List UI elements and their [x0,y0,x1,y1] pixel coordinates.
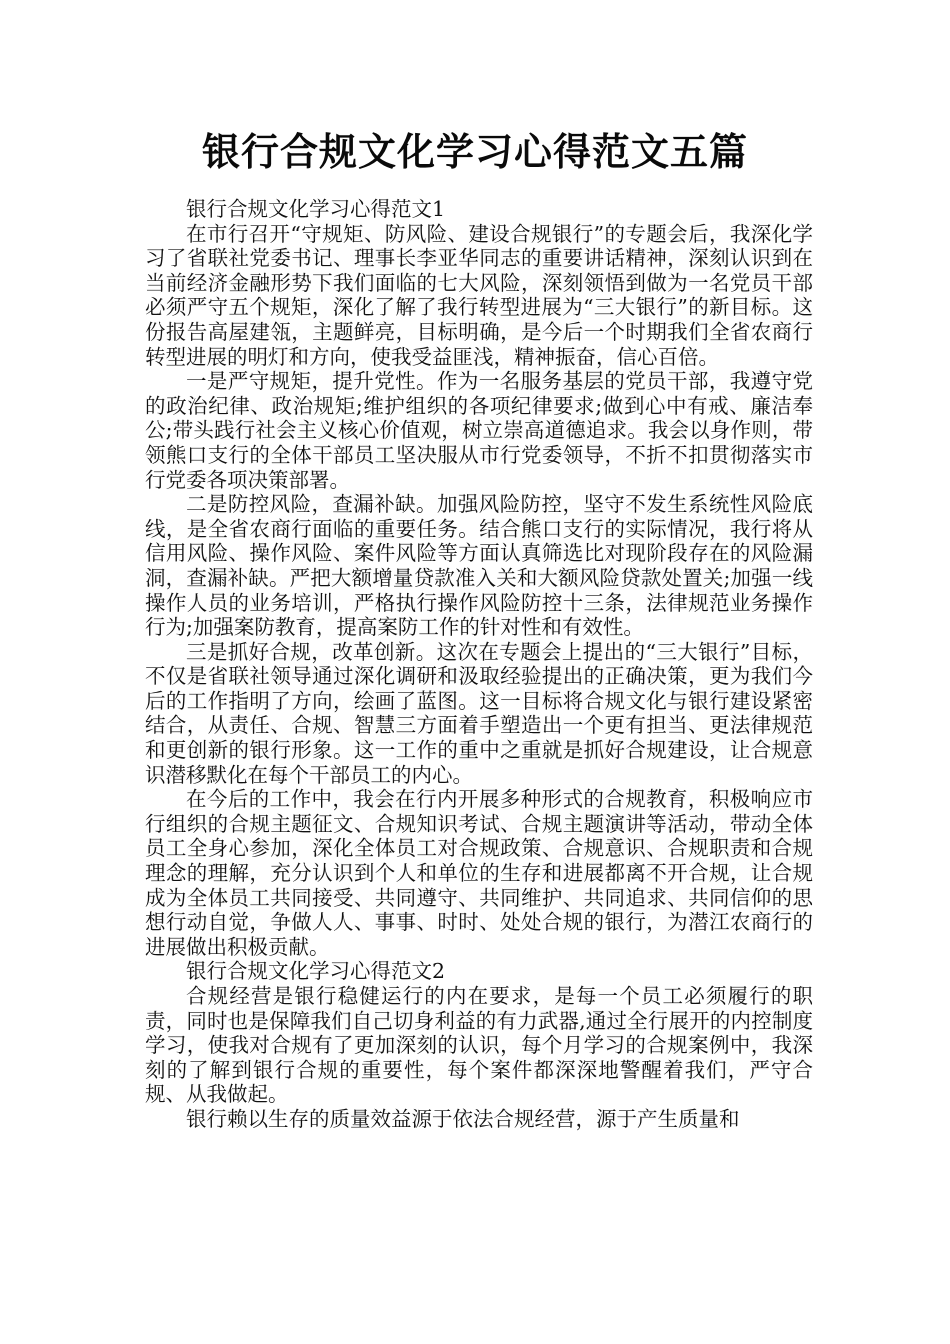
section-heading-2: 银行合规文化学习心得范文2 [186,959,446,984]
paragraph: 三是抓好合规，改革创新。这次在专题会上提出的“三大银行”目标，不仅是省联社领导通过深化调研和汲取经验提出的正确决策，更为我们今后的工作指明了方向，绘画了蓝图。这一目标将合规文化与银行建设紧密结合，从责任、合规、智慧三方面着手塑造出一个更有担当、更法律规范和更创新的银行形象。这一工作的重中之重就是抓好合规建设，让合规意识潜移默化在每个干部员工的内心。 [145,639,813,787]
paragraph: 在今后的工作中，我会在行内开展多种形式的合规教育，积极响应市行组织的合规主题征文、合规知识考试、合规主题演讲等活动，带动全体员工全身心参加，深化全体员工对合规政策、合规意识、合规职责和合规理念的理解，充分认识到个人和单位的生存和进展都离不开合规，让合规成为全体员工共同接受、共同遵守、共同维护、共同追求、共同信仰的思想行动自觉，争做人人、事事、时时、处处合规的银行，为潜江农商行的进展做出积极贡献。 [145,787,813,959]
section-heading-1: 银行合规文化学习心得范文1 [186,197,446,221]
paragraph: 在市行召开“守规矩、防风险、建设合规银行”的专题会后，我深化学习了省联社党委书记、理事长李亚华同志的重要讲话精神，深刻认识到在当前经济金融形势下我们面临的七大风险，深刻领悟到做为一名党员干部必须严守五个规矩，深化了解了我行转型进展为“三大银行”的新目标。这份报告高屋建瓴，主题鲜亮，目标明确，是今后一个时期我们全省农商行转型进展的明灯和方向，使我受益匪浅，精神振奋，信心百倍。 [145,221,813,369]
document-body [145,197,813,1132]
paragraph: 合规经营是银行稳健运行的内在要求，是每一个员工必须履行的职责，同时也是保障我们自己切身利益的有力武器,通过全行展开的内控制度学习，使我对合规有了更加深刻的认识，每个月学习的合规案例中，我深刻的了解到银行合规的重要性，每个案件都深深地警醒着我们，严守合规、从我做起。 [145,984,813,1107]
document-title: 银行合规文化学习心得范文五篇 [201,130,748,174]
paragraph: 一是严守规矩，提升党性。作为一名服务基层的党员干部，我遵守党的政治纪律、政治规矩;维护组织的各项纪律要求;做到心中有戒、廉洁奉公;带头践行社会主义核心价值观，树立崇高道德追求。我会以身作则，带领熊口支行的全体干部员工坚决服从市行党委领导，不折不扣贯彻落实市行党委各项决策部署。 [145,369,813,492]
paragraph: 二是防控风险，查漏补缺。加强风险防控，坚守不发生系统性风险底线，是全省农商行面临的重要任务。结合熊口支行的实际情况，我行将从信用风险、操作风险、案件风险等方面认真筛选比对现阶段存在的风险漏洞，查漏补缺。严把大额增量贷款准入关和大额风险贷款处置关;加强一线操作人员的业务培训，严格执行操作风险防控十三条，法律规范业务操作行为;加强案防教育，提高案防工作的针对性和有效性。 [145,492,813,640]
paragraph: 银行赖以生存的质量效益源于依法合规经营，源于产生质量和 [186,1106,740,1131]
